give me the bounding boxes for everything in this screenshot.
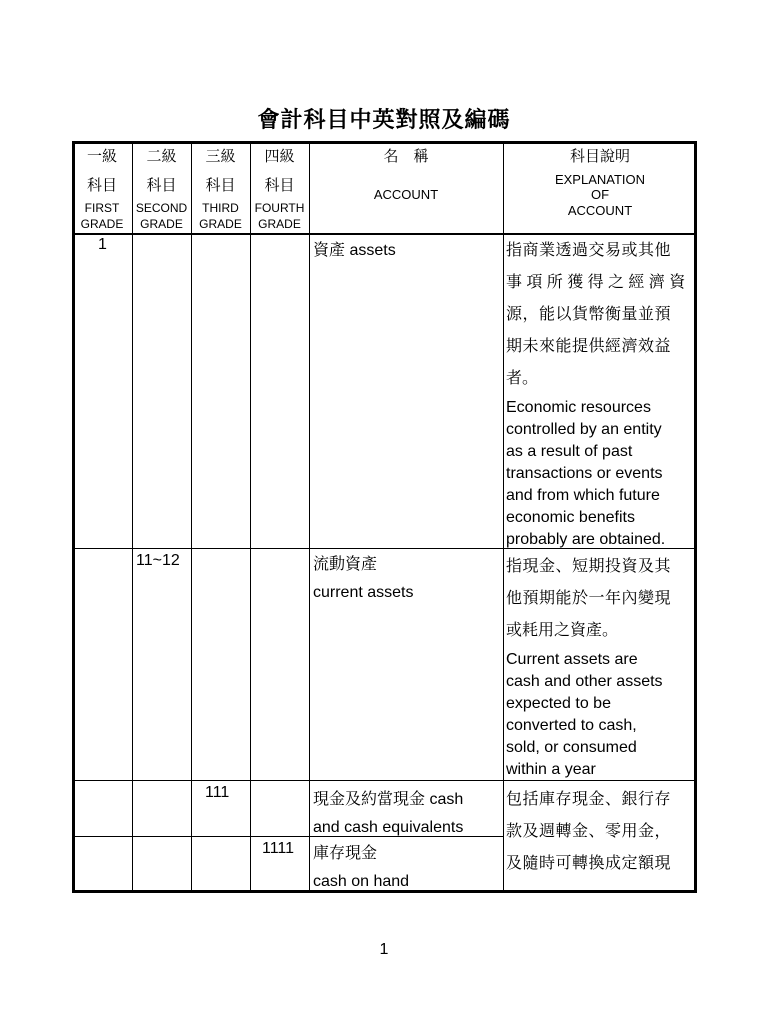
header-grade1-en2: GRADE [80,217,124,231]
page-number: 1 [379,941,389,958]
header-grade4-en1: FOURTH [254,201,305,215]
header-grade3-zh1: 三級 [205,148,236,165]
header-explanation-en1: EXPLANATION [554,172,646,187]
header-grade1-zh2: 科目 [86,177,117,194]
header-grade4-zh1: 四級 [264,148,295,165]
header-name-en: ACCOUNT [373,187,439,202]
page-title: 會計科目中英對照及編碼 [257,107,511,132]
explanation-zh: 指現金、短期投資及其 他預期能於一年內變現 或耗用之資產。 [506,558,672,639]
explanation-en: Current assets are cash and other assets expected to be converted to cash, sold, or consumed within a year [506,651,663,778]
header-grade3-en2: GRADE [199,217,242,231]
header-name-zh: 名 稱 [383,148,429,165]
header-explanation-en3: ACCOUNT [567,203,633,218]
grade3-code: 111 [205,784,230,801]
header-grade2-en2: GRADE [140,217,183,231]
header-grade3-zh2: 科目 [205,177,236,194]
grade1-code: 1 [98,236,107,253]
header-explanation-en2: OF [590,187,610,202]
header-grade2-en1: SECOND [135,201,188,215]
header-grade2-zh1: 二級 [146,148,177,165]
account-name: 流動資產 current assets [313,556,414,601]
explanation-zh: 指商業透過交易或其他 事項所獲得之經濟資 源，能以貨幣衡量並預 期未來能提供經濟效益 者。 [506,242,690,387]
account-name: 資產 assets [313,242,396,259]
explanation-zh: 包括庫存現金、銀行存 款及週轉金、零用金， 及隨時可轉換成定額現 [506,791,672,872]
header-grade4-en2: GRADE [258,217,301,231]
grade2-code: 11~12 [136,552,180,569]
header-explanation-zh: 科目說明 [569,148,630,165]
account-code-table [72,141,697,893]
header-grade2-zh2: 科目 [146,177,177,194]
header-grade3-en1: THIRD [202,201,239,215]
explanation-en: Economic resources controlled by an entity as a result of past transactions or events and from which future economic benefits probably are obtained. [506,399,666,548]
grade4-code: 1111 [262,840,295,857]
account-name: 現金及約當現金 cash and cash equivalents [313,791,464,836]
header-grade1-zh1: 一級 [86,148,117,165]
account-name: 庫存現金 cash on hand [313,845,410,890]
header-grade1-en1: FIRST [84,201,120,215]
header-grade4-zh2: 科目 [264,177,295,194]
